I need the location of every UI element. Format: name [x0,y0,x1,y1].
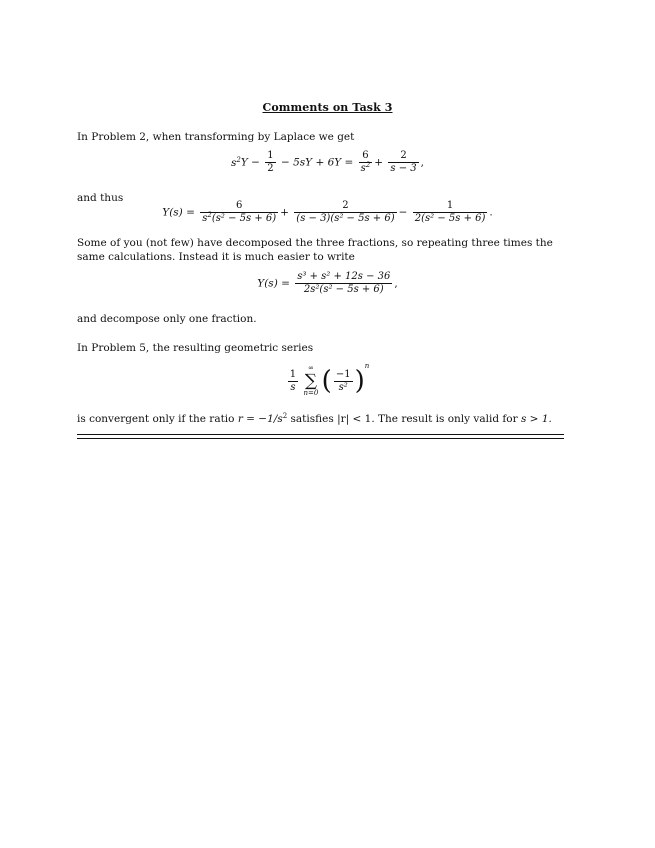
paragraph-intro: In Problem 2, when transforming by Laplace we get [77,131,355,143]
eq2-f3-num: 1 [413,200,488,213]
eq2-f1-den-text: (s² − 5s + 6) [211,213,277,224]
eq4-inner-fraction [334,369,353,394]
eq1-lhs-b: − 5sY + 6Y = [280,156,357,169]
eq4-left-paren: ( [321,366,332,396]
eq4-right-paren: ) [354,366,365,396]
eq1-f1-den-text: s [360,163,366,174]
eq2-fraction-3 [413,200,488,225]
eq4-coef [288,369,298,394]
eq1-fraction-2 [388,150,418,175]
eq1-half-fraction [265,150,275,175]
eq1-f1-num: 6 [359,150,373,163]
eq4-inner-num: −1 [335,368,351,380]
eq4-inner-den: s² [338,381,348,393]
eq2-f1-num: 6 [200,200,278,213]
eq4-coef-num: 1 [289,368,297,380]
equation-Y-single-fraction: Y(s) = $\frac{\text{s³ + s² + 12s − 36}}{\text{2s²(s² − 5s + 6)}}$ , [257,271,398,295]
eq2-f2-den: (s − 3)(s² − 5s + 6) [296,213,395,224]
eq2-fraction-2 [294,200,396,225]
eq2-f1-den: $s^2(s^2 - 5s + 6)$ [202,211,277,224]
eq3-num: s³ + s² + 12s − 36 [297,271,391,282]
eq2-f3-den: 2(s² − 5s + 6) [414,213,486,224]
paragraph-decompose-one: and decompose only one fraction. [77,313,257,325]
eq1-s-squared: $s^2$ [230,155,241,169]
conv-ratio: r = −1/s [237,413,283,425]
eq1-half-num: 1 [267,150,274,161]
eq4-sum-bottom: n=0 [303,389,319,397]
eq2-lhs: Y(s) = [162,206,199,219]
eq3-fraction [295,271,392,296]
equation-Y-partial: Y(s) = $\frac{6}{s^2(s^2 - 5s + 6)}$ + $\frac{2}{\text{(s − 3)(s² − 5s + 6)}}$ − $\frac{1}{\text{2(s² − 5s + 6)}}$ . [162,200,493,224]
paragraph-and-thus: and thus [77,192,124,204]
conv-valid-range: s > 1. [520,413,552,425]
eq1-f2-num: 2 [388,150,418,163]
divider-rule-bottom [77,438,564,439]
eq1-lhs-a: Y − [240,156,264,169]
conv-text-a: is convergent only if the ratio [77,413,238,425]
eq4-sum-top: ∞ [307,364,314,372]
eq1-fraction-1 [359,150,373,175]
paragraph-decomposition-remark: Some of you (not few) have decomposed the three fractions, so repeating three times the same calculations. Instead it is much easier to write [77,237,553,263]
eq4-sum [303,364,318,398]
paragraph-convergence: is convergent only if the ratio $r = -1/s^2$ satisfies |r| < 1. The result is only valid for s > 1. [77,412,552,425]
paragraph-problem-5: In Problem 5, the resulting geometric series [77,342,314,354]
eq2-fraction-1 [200,200,278,225]
sigma-icon: ∑ [304,371,317,391]
eq3-den: 2s²(s² − 5s + 6) [303,284,384,295]
divider-rule-top [77,434,564,435]
equation-geometric-series [0,362,655,404]
eq1-half-den: 2 [267,163,274,174]
eq4-exponent: n [364,362,370,370]
eq4-coef-den: s [290,381,296,393]
page-title: Comments on Task 3 [262,101,393,114]
eq1-f1-den: $s^2$ [360,161,371,174]
eq3-lhs: Y(s) = [257,277,294,290]
eq2-f2-num: 2 [294,200,396,213]
eq1-f2-den: s − 3 [390,163,417,174]
equation-laplace-transform: $s^2Y$ − $\frac{1}{2}$ − 5sY + 6Y = $\frac{6}{s^2}$ + $\frac{2}{s - 3}$ , [230,150,424,174]
conv-text-c: satisfies |r| < 1. The result is only valid for [287,413,521,425]
